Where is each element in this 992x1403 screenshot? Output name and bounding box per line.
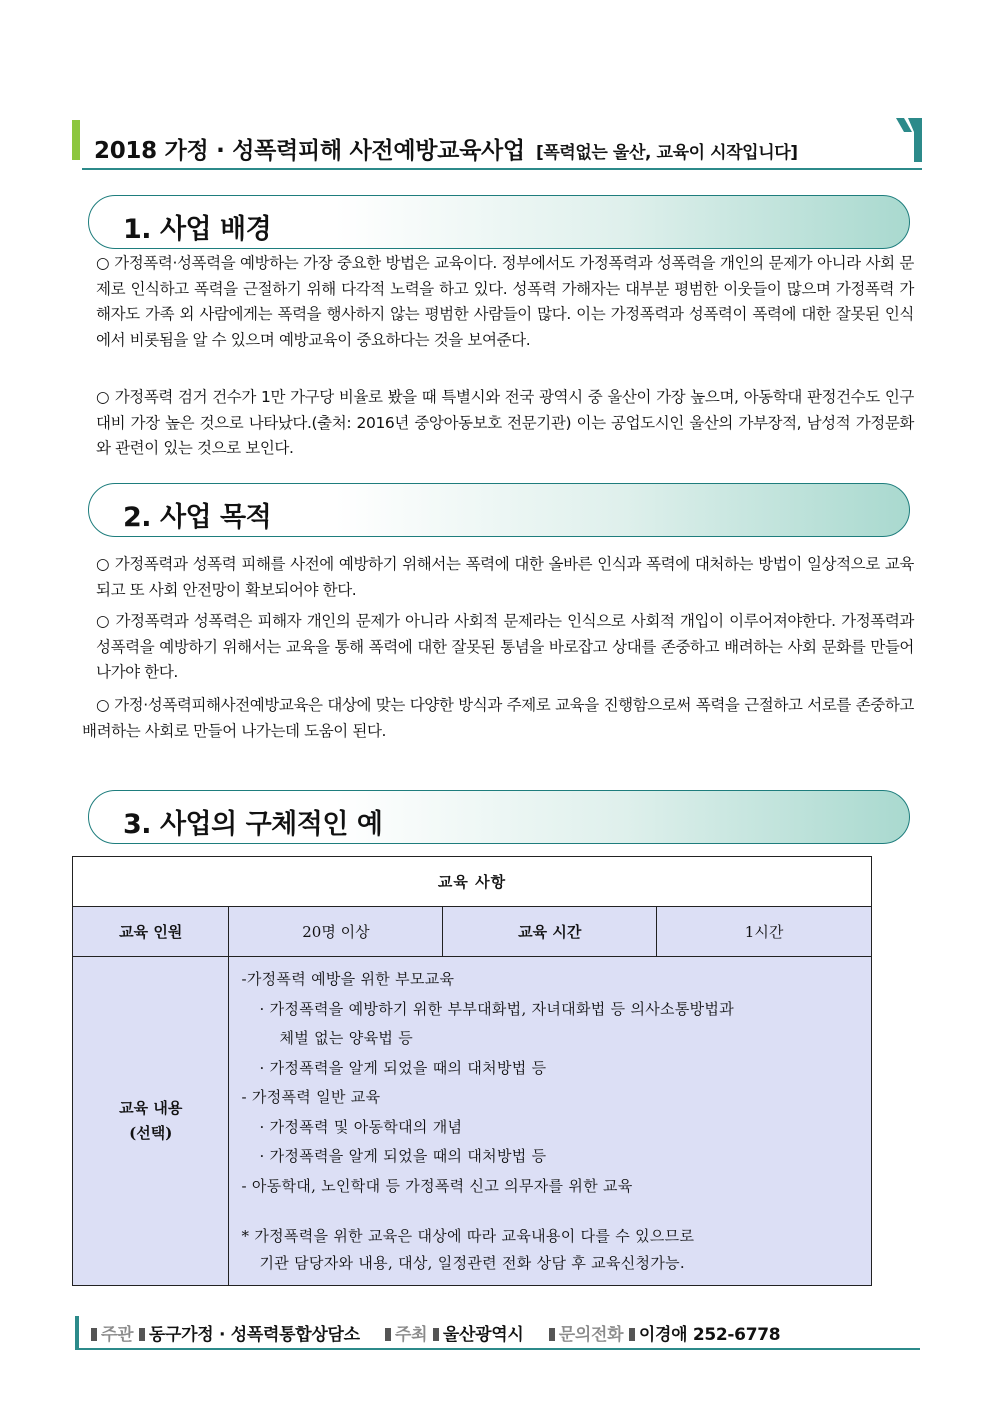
content-line: · 가정폭력을 예방하기 위한 부부대화법, 자녀대화법 등 의사소통방법과	[259, 999, 735, 1018]
content-line: · 가정폭력 및 아동학대의 개념	[259, 1117, 463, 1136]
document-title-bar	[72, 118, 922, 170]
content-line: - 아동학대, 노인학대 등 가정폭력 신고 의무자를 위한 교육	[241, 1176, 633, 1195]
bullet-square-icon	[91, 1328, 97, 1341]
host-label: 주관	[101, 1325, 134, 1345]
bullet-square-icon	[433, 1328, 439, 1341]
people-label: 교육 인원	[73, 907, 229, 957]
content-spacer	[241, 1201, 865, 1223]
title-underline	[82, 168, 922, 170]
table-row	[73, 957, 872, 1286]
host-value: 동구가정 · 성폭력통합상담소	[148, 1325, 360, 1345]
content-line: 체벌 없는 양육법 등	[279, 1029, 414, 1047]
time-value: 1시간	[657, 907, 872, 957]
section-2-header	[88, 483, 910, 537]
section-1-title: 1. 사업 배경	[123, 214, 272, 245]
note-line: * 가정폭력을 위한 교육은 대상에 따라 교육내용이 다를 수 있으므로	[241, 1227, 695, 1245]
content-label-sub: (선택)	[129, 1124, 173, 1142]
organizer-value: 울산광역시	[442, 1325, 524, 1345]
footer-accent-bar	[75, 1316, 79, 1348]
content-label-cell	[73, 957, 229, 1286]
document-title	[94, 132, 798, 165]
content-line: · 가정폭력을 알게 되었을 때의 대처방법 등	[259, 1058, 547, 1077]
section-1-header	[88, 195, 910, 249]
title-slogan: [폭력없는 울산, 교육이 시작입니다]	[535, 143, 798, 163]
bullet-square-icon	[139, 1328, 145, 1341]
table-header: 교육 사항	[73, 857, 872, 907]
section-1-paragraph-2: ○ 가정폭력 검거 건수가 1만 가구당 비율로 봤을 때 특별시와 전국 광역시 중 울산이 가장 높으며, 아동학대 판정건수도 인구대비 가장 높은 것으로 나타났다.(출처: 2016년 중앙아동보호 전문기관) 이는 공업도시인 울산의 가부장적, 남성적 가정문화와 관련이 있는 것으로 보인다.	[96, 388, 914, 457]
contact-label: 문의전화	[558, 1325, 624, 1345]
bullet-square-icon	[549, 1328, 555, 1341]
section-1-paragraph-1: ○ 가정폭력·성폭력을 예방하는 가장 중요한 방법은 교육이다. 정부에서도 가정폭력과 성폭력을 개인의 문제가 아니라 사회 문제로 인식하고 폭력을 근절하기 위해 다각적 노력을 하고 있다. 성폭력 가해자는 대부분 평범한 이웃들이 많으며 가정폭력 가해자도 가족 외 사람에게는 폭력을 행사하지 않는 평범한 사람들이 많다. 이는 가정폭력과 성폭력이 폭력에 대한 잘못된 인식에서 비롯됨을 알 수 있으며 예방교육이 중요하다는 것을 보여준다.	[96, 254, 914, 349]
footer-underline	[75, 1348, 920, 1350]
title-accent-bar	[72, 120, 80, 160]
section-3-title: 3. 사업의 구체적인 예	[123, 809, 383, 840]
footer-info	[91, 1320, 780, 1345]
organizer-label: 주최	[394, 1325, 428, 1345]
footer	[75, 1312, 920, 1350]
section-2-paragraph-1: ○ 가정폭력과 성폭력 피해를 사전에 예방하기 위해서는 폭력에 대한 올바른 인식과 폭력에 대처하는 방법이 일상적으로 교육되고 또 사회 안전망이 확보되어야 한다.	[96, 555, 914, 599]
section-2-paragraph-2: ○ 가정폭력과 성폭력은 피해자 개인의 문제가 아니라 사회적 문제라는 인식으로 사회적 개입이 이루어져야한다. 가정폭력과 성폭력을 예방하기 위해서는 교육을 통해 폭력에 대한 잘못된 통념을 바로잡고 상대를 존중하고 배려하는 사회 문화를 만들어 나가야 한다.	[96, 612, 914, 681]
content-line: · 가정폭력을 알게 되었을 때의 대처방법 등	[259, 1147, 547, 1165]
section-2-paragraph-3: ○ 가정·성폭력피해사전예방교육은 대상에 맞는 다양한 방식과 주제로 교육을 진행함으로써 폭력을 근절하고 서로를 존중하고 배려하는 사회로 만들어 나가는데 도움이 된다.	[82, 696, 914, 740]
table-header-row	[73, 857, 872, 907]
education-table	[72, 856, 872, 1286]
note-line: 기관 담당자와 내용, 대상, 일정관련 전화 상담 후 교육신청가능.	[259, 1254, 685, 1272]
content-line: -가정폭력 예방을 위한 부모교육	[241, 970, 455, 988]
section-3-header	[88, 790, 910, 844]
content-label: 교육 내용	[119, 1099, 183, 1117]
section-2-title: 2. 사업 목적	[123, 502, 272, 533]
table-row	[73, 907, 872, 957]
content-cell	[229, 957, 872, 1286]
bullet-square-icon	[629, 1328, 635, 1341]
time-label: 교육 시간	[443, 907, 657, 957]
bullet-square-icon	[385, 1328, 391, 1341]
title-corner-decoration	[852, 118, 922, 162]
content-line: - 가정폭력 일반 교육	[241, 1088, 381, 1106]
contact-value: 이경애 252-6778	[638, 1325, 781, 1345]
title-main: 2018 가정 · 성폭력피해 사전예방교육사업	[94, 138, 525, 164]
people-value: 20명 이상	[229, 907, 443, 957]
